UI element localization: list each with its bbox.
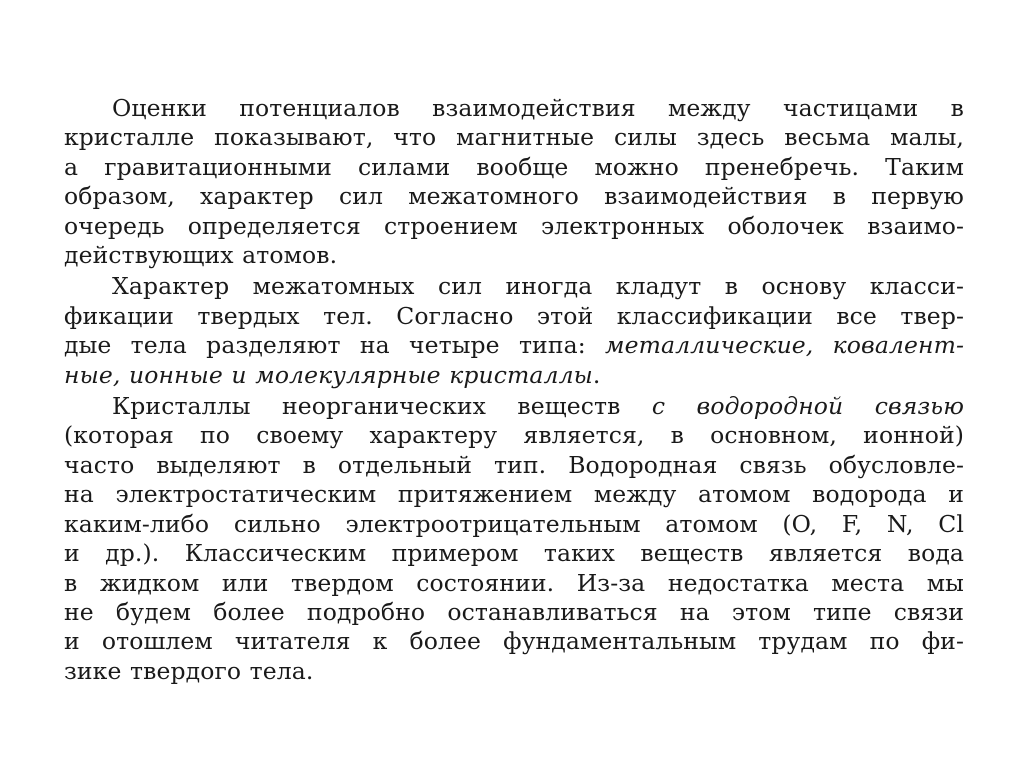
text-line: действующих атомов.	[64, 241, 338, 270]
paragraph-1	[64, 94, 964, 270]
text-line: Характер межатомных сил иногда кладут в основу класси-	[112, 272, 964, 301]
text-line: на электростатическим притяжением между атомом водорода и	[64, 480, 964, 509]
text-line: (которая по своему характеру является, в основном, ионной)	[64, 421, 964, 450]
text-line: очередь определяется строением электронных оболочек взаимо-	[64, 211, 964, 240]
paragraph-2	[64, 272, 964, 390]
line-plain: .	[592, 360, 601, 389]
text-line: образом, характер сил межатомного взаимодействия в первую	[64, 182, 964, 211]
text-line: и др.). Классическим примером таких веществ является вода	[64, 539, 964, 568]
line-italic: ные, ионные и молекулярные кристаллы	[64, 360, 593, 389]
text-line: часто выделяют в отдельный тип. Водородная связь обусловле-	[64, 450, 964, 479]
line-plain: Кристаллы неорганических веществ	[112, 392, 652, 421]
paragraph-3	[64, 392, 964, 686]
text-line: в жидком или твердом состоянии. Из-за недостатка места мы	[64, 568, 964, 597]
line-italic: с водородной связью	[651, 392, 964, 421]
text-line	[64, 392, 964, 421]
text-line: каким-либо сильно электроотрицательным атомом (O, F, N, Cl	[64, 509, 964, 538]
line-plain: дые тела разделяют на четыре типа:	[64, 331, 605, 360]
text-line: и отошлем читателя к более фундаментальным трудам по фи-	[64, 627, 964, 656]
line-italic: металлические, ковалент-	[605, 331, 965, 360]
text-line: кристалле показывают, что магнитные силы здесь весьма малы,	[64, 123, 964, 152]
text-line: фикации твердых тел. Согласно этой классификации все твер-	[64, 301, 964, 330]
text-line	[64, 361, 964, 390]
text-line: не будем более подробно останавливаться на этом типе связи	[64, 597, 964, 626]
text-page	[64, 94, 964, 686]
text-line: зике твердого тела.	[64, 656, 314, 685]
text-line	[64, 331, 964, 360]
text-line: Оценки потенциалов взаимодействия между частицами в	[112, 94, 964, 122]
text-line: а гравитационными силами вообще можно пренебречь. Таким	[64, 152, 964, 181]
